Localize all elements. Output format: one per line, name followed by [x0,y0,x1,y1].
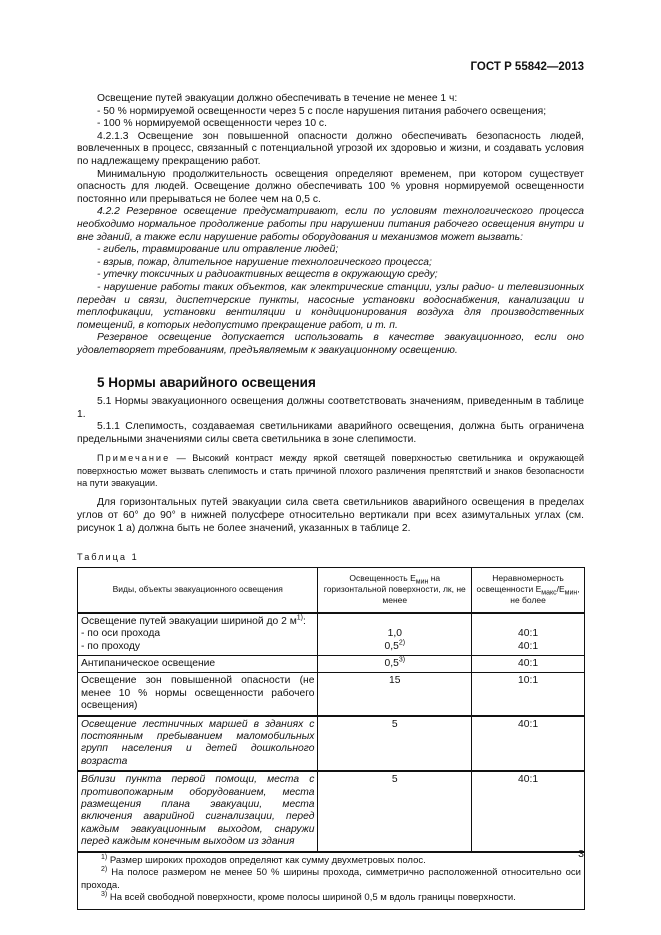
table-cell: 40:1 40:1 [472,613,585,656]
paragraph: Для горизонтальных путей эвакуации сила света светильников аварийного освещения в пределах углов от 60° до 90° в нижней полусфере относительно вертикали при всех азимутальных углах (см. рисунок 1 а) должна быть не более значений, указанных в таблице 2. [77,497,584,534]
table-row [78,655,585,672]
table-header-row [78,567,585,613]
table-cell: 10:1 [472,673,585,716]
paragraph: Минимальную продолжительность освещения определяют временем, при котором существует опасность для людей. Освещение должно обеспечивать 100 % уровня нормируемой освещенности постоянно или прерываться не более чем на 0,5 с. [77,168,584,205]
table-row [78,771,585,851]
table-footnotes [78,852,585,910]
table-row [78,613,585,656]
table-cell: 15 [318,673,472,716]
table-cell: 1,0 0,5$^{2)}$ [318,613,472,656]
note [77,452,584,489]
table-cell: 40:1 [472,655,585,672]
paragraph: 4.2.1.3 Освещение зон повышенной опасности должно обеспечивать безопасность людей, вовлеченных в процесс, связанный с потенциальной угрозой их здоровью и жизни, и создавать условия по надлежащему прекращению работ. [77,130,584,167]
table-caption: Таблица 1 [77,552,139,563]
paragraph: 5.1 Нормы эвакуационного освещения должны соответствовать значениям, приведенным в таблице 1. [77,396,584,420]
table-row [78,673,585,716]
column-header: Освещенность $E_{мин}$ на горизонтальной поверхности, лк, не менее [318,567,472,613]
table-cell: 0,5$^{3)}$ [318,655,472,672]
list-item: - нарушение работы таких объектов, как электрические станции, узлы радио- и телевизионных передач и связи, диспетчерские пункты, насосные установки водоснабжения, канализации и теплофикации, установки вентиляции и кондиционирования воздуха для производственных помещений, в которых недопустимо прекращение работ, и т. п. [77,281,584,331]
paragraph: Освещение путей эвакуации должно обеспечивать в течение не менее 1 ч: [97,93,458,104]
page-content [77,93,584,910]
paragraph: - 50 % нормируемой освещенности через 5 с после нарушения питания рабочего освещения; [97,105,547,117]
norms-table [77,567,585,910]
footnote: $^{1)}$ Размер широких проходов определяют как сумму двухметровых полос. [101,853,426,866]
paragraph: - 100 % нормируемой освещенности через 10 с. [97,118,327,130]
page-number: 3 [578,848,584,860]
table-footnotes-row [78,852,585,910]
paragraph: 4.2.2 Резервное освещение предусматривают, если по условиям технологического процесса необходимо нормальное продолжение работы при нарушении питания рабочего освещения внутри и вне зданий, а также если нарушение работы оборудования и механизмов может вызвать: [77,206,584,243]
paragraph: Резервное освещение допускается использовать в качестве эвакуационного, если оно удовлетворяет требованиям, предъявляемым к эвакуационному освещению. [77,332,584,356]
footnote: $^{2)}$ На полосе размером не менее 50 % ширины прохода, симметрично расположенной относительно оси прохода. [81,865,581,891]
column-header: Виды, объекты эвакуационного освещения [78,567,318,613]
list-item: - гибель, травмирование или отравление людей; [97,244,339,256]
table-cell: 40:1 [472,716,585,772]
table-cell: Освещение зон повышенной опасности (не менее 10 % нормы освещенности рабочего освещения) [78,673,318,716]
section-heading: 5 Нормы аварийного освещения [97,375,316,391]
table-cell: 40:1 [472,771,585,851]
list-item: - утечку токсичных и радиоактивных веществ в окружающую среду; [97,269,438,281]
table-cell: Вблизи пункта первой помощи, места с противопожарным оборудованием, места размещения плана эвакуации, места включения аварийной сигнализации, перед каждым эвакуационным выходом, снаружи перед каждым конечным выходом из здания [78,771,318,851]
column-header: Неравномерность освещенности $E_{макс}/E_{мин}$, не более [472,567,585,613]
table-cell: Освещение лестничных маршей в зданиях с постоянным пребыванием маломобильных групп населения и детей дошкольного возраста [78,716,318,772]
table-cell: 5 [318,716,472,772]
table-cell: Освещение путей эвакуации шириной до 2 $м^{1)}$: - по оси прохода - по проходу [78,613,318,656]
note-label: Примечание [97,453,171,464]
note-text: — Высокий контраст между яркой светящей поверхностью светильника и окружающей поверхностью может вызвать слепимость и стать причиной плохого различения препятствий и знаков безопасности на пути эвакуации. [77,453,584,489]
table-cell: 5 [318,771,472,851]
document-header: ГОСТ Р 55842—2013 [470,61,584,73]
paragraph: 5.1.1 Слепимость, создаваемая светильниками аварийного освещения, должна быть ограничена предельными значениями силы света светильника в зоне слепимости. [77,421,584,445]
footnote: $^{3)}$ На всей свободной поверхности, кроме полосы шириной 0,5 м вдоль границы поверхности. [101,890,516,904]
table-row [78,716,585,772]
table-cell: Антипаническое освещение [78,655,318,672]
list-item: - взрыв, пожар, длительное нарушение технологического процесса; [97,256,432,268]
